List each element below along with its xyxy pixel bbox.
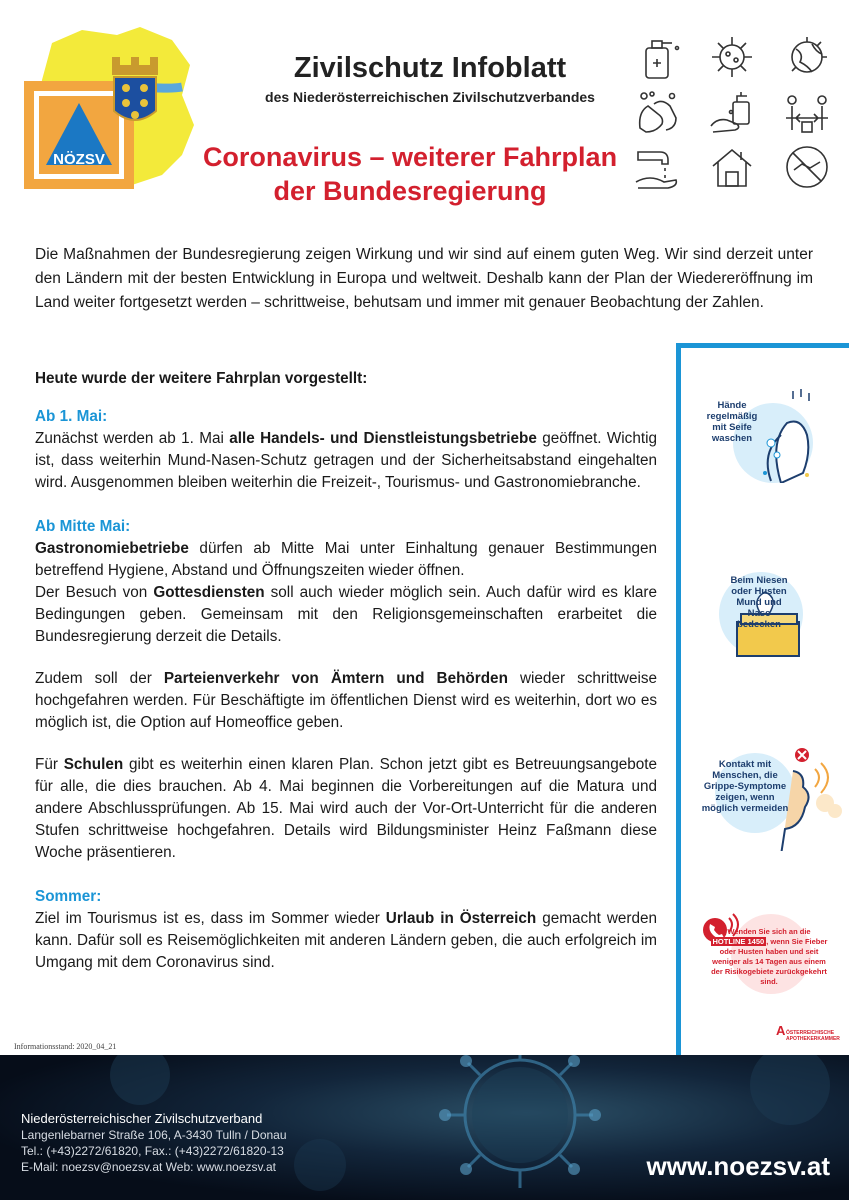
section-heading-mitte-mai: Ab Mitte Mai: xyxy=(35,518,131,535)
sanitizer-icon xyxy=(632,32,682,82)
bold-run: Schulen xyxy=(63,756,124,773)
bold-run: Gottesdiensten xyxy=(153,584,265,601)
noezsv-logo xyxy=(22,25,197,195)
bold-run: Gastronomiebetriebe xyxy=(35,540,189,557)
info-date: Informationsstand: 2020_04_21 xyxy=(14,1042,117,1051)
paragraph-1-mai xyxy=(35,428,657,494)
text-run: Ziel im Tourismus ist es, dass im Sommer wieder xyxy=(35,910,386,927)
bold-run: Urlaub in Österreich xyxy=(385,910,537,927)
distance-icon xyxy=(782,88,832,138)
section-heading-sommer: Sommer: xyxy=(35,888,102,905)
handwash-icon xyxy=(632,88,682,138)
text-run: dürfen ab Mitte Mai unter Einhaltung genauer Bestimmungen betreffend Hygiene, Abstand und Öffnungszeiten wieder öffnen. xyxy=(35,540,657,579)
paragraph-sommer xyxy=(35,908,657,974)
page-title: Zivilschutz Infoblatt xyxy=(293,52,567,84)
text-run: gibt es weiterhin einen klaren Plan. Schon jetzt gibt es Betreuungsangebote für alle, die dies brauchen. Ab 4. Mai beginnen die Vorbereitungen auf die Matura und andere Abschlussprüfungen. Ab 15. Mai wird auch der Vor-Ort-Unterricht für die anderen Stufen schrittweise hochgefahren. Details wird Bildungsminister Heinz Faßmann diese Woche präsentieren. xyxy=(35,756,657,861)
soap-dispenser-icon xyxy=(707,88,757,138)
footer-email: E-Mail: noezsv@noezsv.at Web: www.noezsv.at xyxy=(21,1160,276,1174)
logo-text: NÖZSV xyxy=(53,151,105,168)
hygiene-tips-sidebar xyxy=(676,343,849,1055)
footer xyxy=(0,1055,849,1200)
text-run: Für xyxy=(35,756,64,773)
globe-virus-icon xyxy=(782,32,832,82)
text-run: gemacht werden kann. Dafür soll es Reisemöglichkeiten mit anderen Ländern geben, die auch erfolgreich im Umgang mit dem Coronavirus sind. xyxy=(35,910,658,971)
hygiene-icon-grid xyxy=(632,32,832,192)
text-run: , wenn Sie Fieber oder Husten haben und seit weniger als 14 Tagen aus einem der Risikogebiete zurückgekehrt sind. xyxy=(711,937,828,986)
text-run: Der Besuch von xyxy=(35,584,154,601)
tip-contact-text: Kontakt mit Menschen, die Grippe-Symptome zeigen, wenn möglich vermeiden xyxy=(701,759,789,814)
footer-address: Langenlebarner Straße 106, A-3430 Tulln / Donau xyxy=(21,1128,287,1142)
text-run: Zunächst werden ab 1. Mai xyxy=(35,430,230,447)
apotheke-a-icon: A xyxy=(776,1023,786,1038)
main-content xyxy=(35,368,657,974)
text-run: Zudem soll der xyxy=(35,670,164,687)
apothekerkammer-logo xyxy=(776,1023,841,1042)
paragraph-aemter xyxy=(35,668,657,734)
footer-website-link[interactable]: www.noezsv.at xyxy=(646,1151,830,1181)
tip-sneeze-text: Beim Niesen oder Husten Mund und Nase bedecken xyxy=(730,575,788,630)
bold-run: alle Handels- und Dienstleistungsbetriebe xyxy=(229,430,537,447)
no-handshake-icon xyxy=(782,142,832,192)
page-subtitle: des Niederösterreichischen Zivilschutzverbandes xyxy=(265,89,595,105)
paragraph-schulen xyxy=(35,754,657,864)
hotline-number: HOTLINE 1450 xyxy=(712,937,765,946)
tip-handwashing-text: Hände regelmäßig mit Seife waschen xyxy=(706,400,758,444)
text-run: Wenden Sie sich an die xyxy=(727,927,811,936)
headline-line-1: Coronavirus – weiterer Fahrplan xyxy=(202,142,618,172)
paragraph-gastronomie xyxy=(35,538,657,582)
virus-icon xyxy=(707,32,757,82)
tap-hand-icon xyxy=(632,142,682,192)
headline-line-2: der Bundesregierung xyxy=(273,176,547,206)
stay-home-icon xyxy=(707,142,757,192)
tip-hotline-text xyxy=(709,927,829,987)
intro-paragraph: Die Maßnahmen der Bundesregierung zeigen Wirkung und wir sind auf einem guten Weg. Wir sind derzeit unter den Ländern mit der besten Entwicklung in Europa und weltweit. Deshalb kann der Plan der Wiedereröffnung im Land weiter fortgesetzt werden – schrittweise, behutsam und immer mit genauer Beobachtung der Zahlen. xyxy=(35,246,813,311)
paragraph-gottesdienste xyxy=(35,582,657,648)
headline xyxy=(185,140,635,208)
footer-org-name: Niederösterreichischer Zivilschutzverband xyxy=(21,1111,263,1126)
lower-austria-map-icon xyxy=(22,25,197,195)
footer-phone: Tel.: (+43)2272/61820, Fax.: (+43)2272/61820-13 xyxy=(21,1144,284,1158)
text-run: geöffnet. Wichtig ist, dass weiterhin Mund-Nasen-Schutz getragen und der Sicherheitsabstand eingehalten wird. Ausgenommen bleiben weiterhin die Freizeit-, Tourismus- und Gastronomiebranche. xyxy=(35,430,657,491)
apotheke-logo-text: ÖSTERREICHISCHE APOTHEKERKAMMER xyxy=(786,1030,840,1042)
text-run: wieder schrittweise hochgefahren werden. Für Beschäftigte im öffentlichen Dienst wird es weiterhin, dort wo es möglich ist, die Option auf Homeoffice geben. xyxy=(35,670,658,731)
text-run: soll auch wieder möglich sein. Auch dafür wird es klare Bedingungen geben. Gemeinsam mit den Religionsgemeinschaften erarbeitet die Bundesregierung derzeit die Details. xyxy=(35,584,658,645)
bold-run: Parteienverkehr von Ämtern und Behörden xyxy=(163,670,508,687)
lead-heading: Heute wurde der weitere Fahrplan vorgestellt: xyxy=(35,370,368,387)
section-heading-1-mai: Ab 1. Mai: xyxy=(35,408,108,425)
